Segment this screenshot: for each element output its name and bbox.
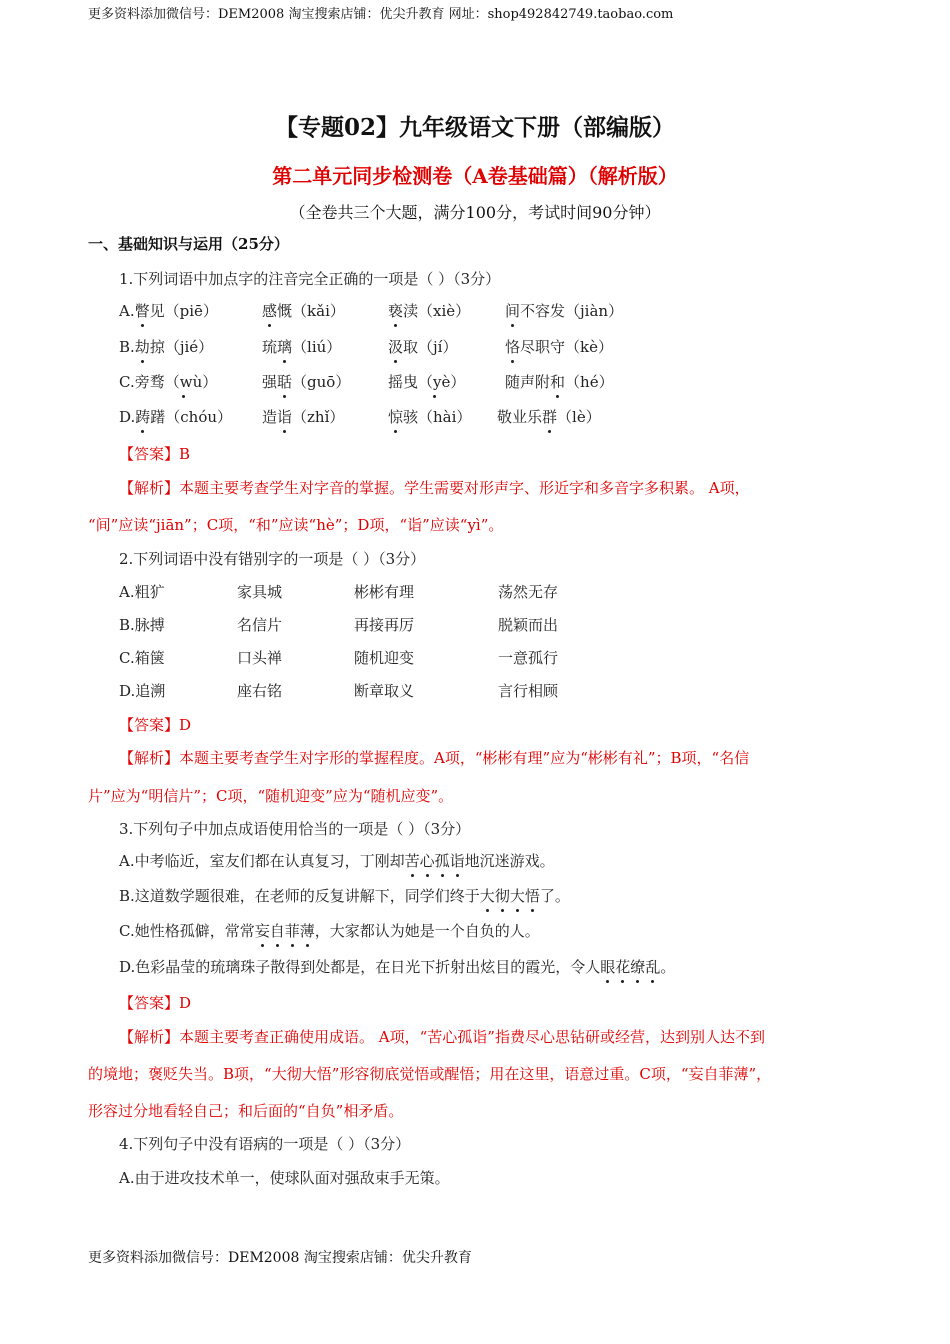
question-3-analysis-line-2: 的境地；褒贬失当。B项，“大彻大悟”形容彻底觉悟或醒悟；用在这里，语意过重。C项，“妄自菲薄”， bbox=[88, 1065, 772, 1083]
question-3-stem: 3.下列句子中加点成语使用恰当的一项是（ ）（3分） bbox=[119, 820, 471, 838]
question-2-answer: 【答案】D bbox=[119, 716, 192, 734]
question-4-option-a: A.由于进攻技术单一，使球队面对强敌束手无策。 bbox=[119, 1169, 450, 1187]
question-1-answer: 【答案】B bbox=[119, 445, 191, 463]
question-3-option-d: D.色彩晶莹的琉璃珠子散得到处都是，在日光下折射出炫目的霞光，令人眼花缭乱。 bbox=[119, 958, 676, 976]
top-header-text: 更多资料添加微信号：DEM2008 淘宝搜索店铺：优尖升教育 网址：shop492842749.taobao.com bbox=[88, 7, 674, 22]
dotted-idiom: 眼花缭乱 bbox=[600, 958, 661, 976]
document-subtitle: 第二单元同步检测卷（A卷基础篇）（解析版） bbox=[272, 164, 678, 188]
question-3-option-b: B.这道数学题很难，在老师的反复讲解下，同学们终于大彻大悟了。 bbox=[119, 887, 570, 905]
question-2-stem: 2.下列词语中没有错别字的一项是（ ）（3分） bbox=[119, 550, 426, 568]
dotted-idiom: 大彻大悟 bbox=[479, 887, 540, 905]
question-1-analysis-line-2: “间”应读“jiān”；C项，“和”应读“hè”；D项，“诣”应读“yì”。 bbox=[88, 516, 504, 534]
question-1-stem: 1.下列词语中加点字的注音完全正确的一项是（ ）（3分） bbox=[119, 270, 501, 288]
dotted-idiom: 苦心孤诣 bbox=[404, 852, 465, 870]
question-2-analysis-line-2: 片”应为“明信片”；C项，“随机迎变”应为“随机应变”。 bbox=[88, 787, 454, 805]
question-3-analysis-line-3: 形容过分地看轻自己；和后面的“自负”相矛盾。 bbox=[88, 1102, 404, 1120]
question-3-analysis-line-1: 【解析】本题主要考查正确使用成语。 A项，“苦心孤诣”指费尽心思钻研或经营，达到别人达不到 bbox=[119, 1028, 765, 1046]
question-3-option-a: A.中考临近，室友们都在认真复习，丁刚却苦心孤诣地沉迷游戏。 bbox=[119, 852, 555, 870]
question-1-analysis-line-1: 【解析】本题主要考查学生对字音的掌握。学生需要对形声字、形近字和多音字多积累。 A项， bbox=[119, 479, 750, 497]
document-title: 【专题02】九年级语文下册（部编版） bbox=[274, 114, 675, 141]
question-4-stem: 4.下列句子中没有语病的一项是（ ）（3分） bbox=[119, 1135, 411, 1153]
question-3-option-c: C.她性格孤僻，常常妄自菲薄，大家都认为她是一个自负的人。 bbox=[119, 922, 540, 940]
question-2-analysis-line-1: 【解析】本题主要考查学生对字形的掌握程度。A项，“彬彬有理”应为“彬彬有礼”；B项，“名信 bbox=[119, 749, 750, 767]
footer-text: 更多资料添加微信号：DEM2008 淘宝搜索店铺：优尖升教育 bbox=[88, 1250, 472, 1266]
exam-note: （全卷共三个大题，满分100分，考试时间90分钟） bbox=[289, 203, 661, 222]
question-3-answer: 【答案】D bbox=[119, 994, 192, 1012]
dotted-idiom: 妄自菲薄 bbox=[254, 922, 315, 940]
section-heading: 一、基础知识与运用（25分） bbox=[88, 235, 289, 253]
